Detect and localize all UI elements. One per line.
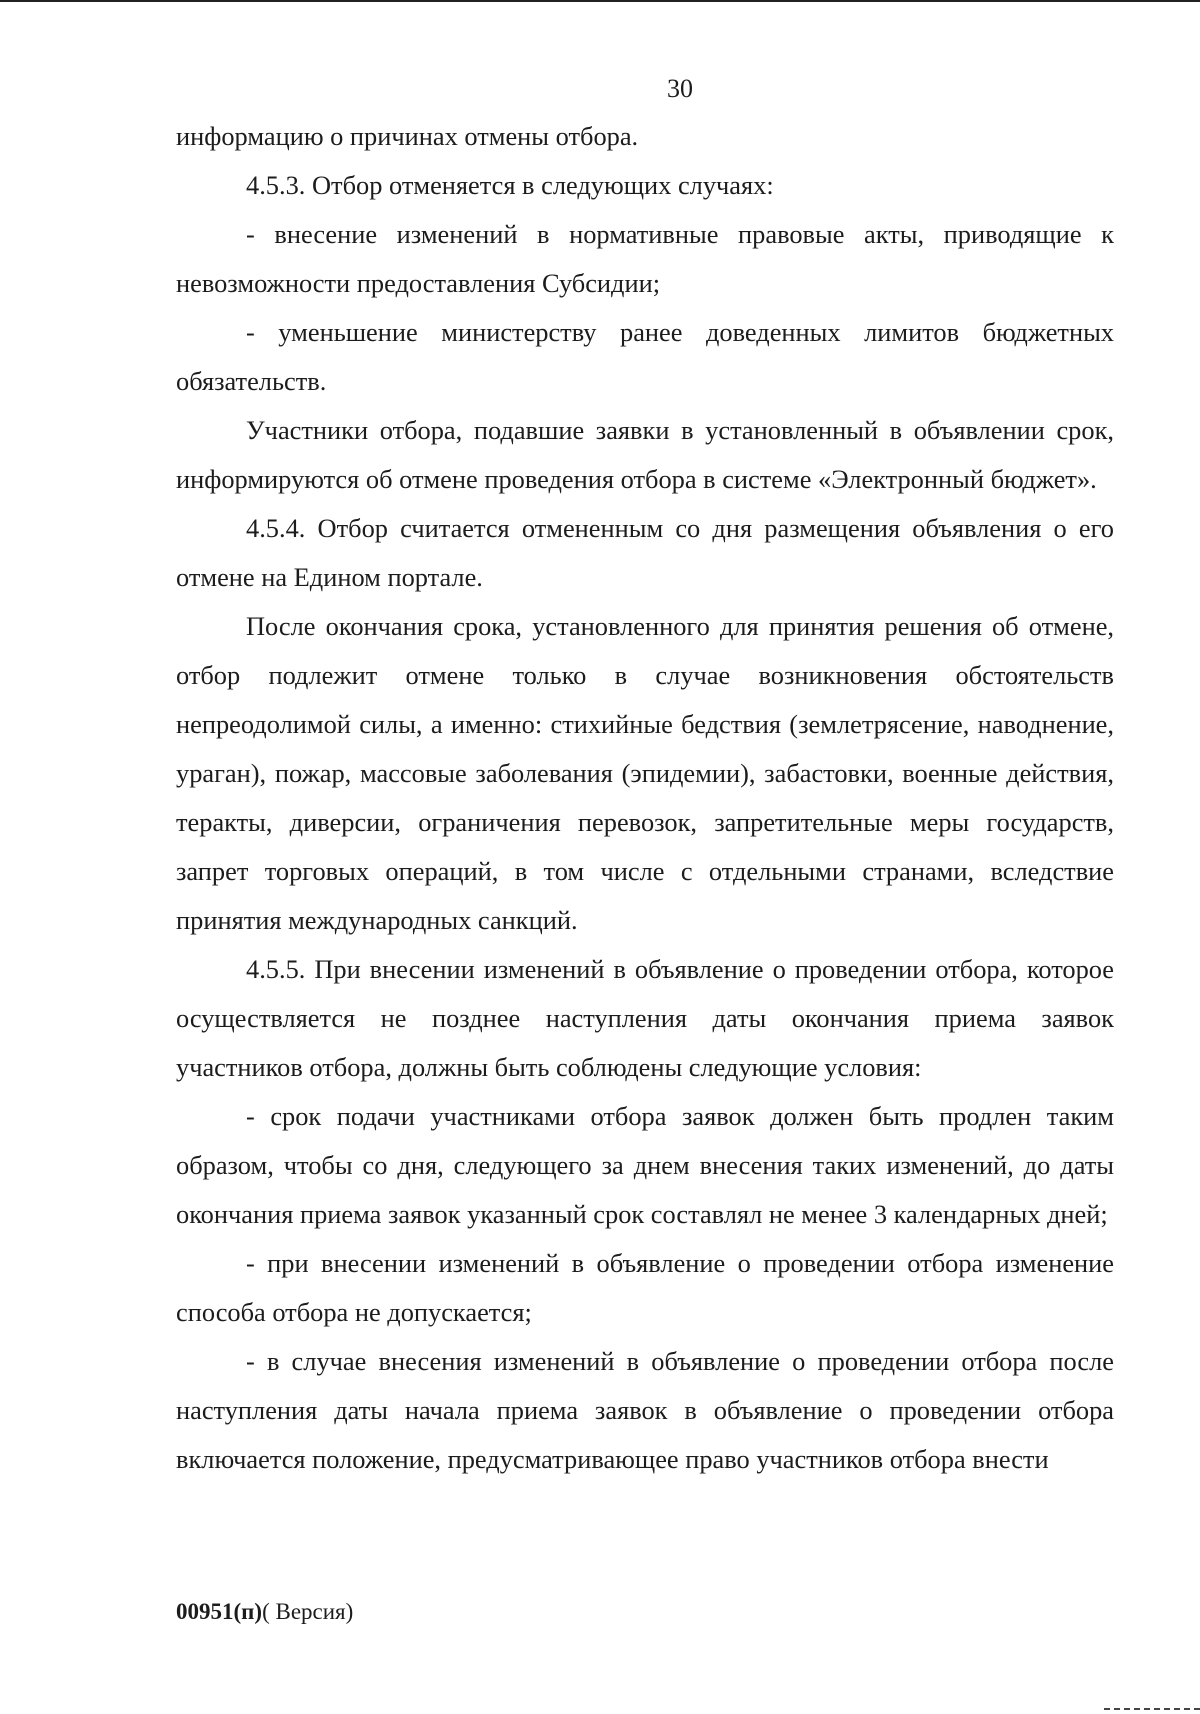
paragraph: 4.5.5. При внесении изменений в объявление о проведении отбора, которое осуществляется не позднее наступления даты окончания приема заявок участников отбора, должны быть соблюдены следующие условия: [176,954,1114,1082]
paragraph: - внесение изменений в нормативные правовые акты, приводящие к невозможности предоставления Субсидии; [176,219,1114,298]
paragraph: 4.5.3. Отбор отменяется в следующих случаях: [246,170,774,200]
document-body [176,112,1114,1484]
document-code: 00951(п) [176,1599,263,1624]
paragraph: После окончания срока, установленного для принятия решения об отмене, отбор подлежит отмене только в случае возникновения обстоятельств непреодолимой силы, а именно: стихийные бедствия (землетрясение, наводнение, ураган), пожар, массовые заболевания (эпидемии), забастовки, военные действия, теракты, диверсии, ограничения перевозок, запретительные меры государств, запрет торговых операций, в том числе с отдельными странами, вследствие принятия международных санкций. [176,611,1114,935]
paragraph: - уменьшение министерству ранее доведенных лимитов бюджетных обязательств. [176,317,1114,396]
paragraph: 4.5.4. Отбор считается отмененным со дня размещения объявления о его отмене на Едином портале. [176,513,1114,592]
paragraph: - срок подачи участниками отбора заявок должен быть продлен таким образом, чтобы со дня, следующего за днем внесения таких изменений, до даты окончания приема заявок указанный срок составлял не менее 3 календарных дней; [176,1101,1114,1229]
paragraph: - при внесении изменений в объявление о проведении отбора изменение способа отбора не допускается; [176,1248,1114,1327]
document-version: ( Версия) [262,1599,354,1624]
document-footer [176,1598,353,1626]
paragraph: Участники отбора, подавшие заявки в установленный в объявлении срок, информируются об отмене проведения отбора в системе «Электронный бюджет». [176,415,1114,494]
paragraph: информацию о причинах отмены отбора. [176,121,639,151]
scan-edge-mark [1104,1708,1200,1710]
paragraph: - в случае внесения изменений в объявление о проведении отбора после наступления даты начала приема заявок в объявление о проведении отбора включается положение, предусматривающее право участников отбора внести [176,1346,1114,1474]
page-number: 30 [667,74,693,103]
top-border-line [0,0,1200,2]
